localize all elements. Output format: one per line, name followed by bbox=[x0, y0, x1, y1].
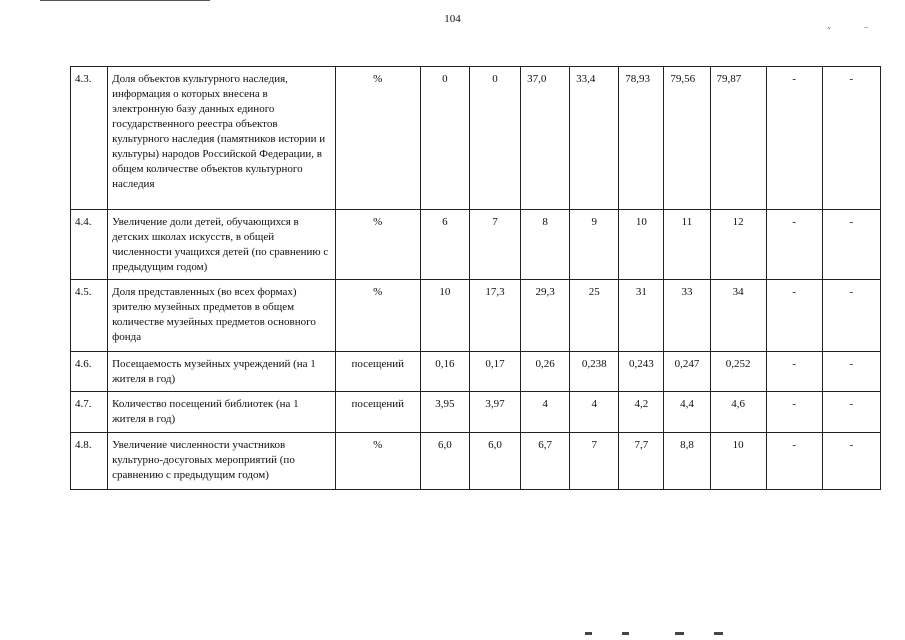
value-cell: 10 bbox=[619, 210, 664, 280]
row-number: 4.8. bbox=[71, 433, 108, 490]
value-cell: 0,26 bbox=[521, 352, 570, 392]
value-cell: 3,97 bbox=[469, 392, 520, 433]
value-cell: - bbox=[822, 67, 880, 210]
value-cell: 4,4 bbox=[664, 392, 710, 433]
scan-artifact bbox=[622, 632, 629, 635]
value-cell: 25 bbox=[570, 280, 619, 352]
unit-cell: % bbox=[335, 67, 420, 210]
value-cell: - bbox=[766, 352, 822, 392]
top-rule bbox=[40, 0, 210, 1]
scan-mark: ⁻ bbox=[864, 24, 869, 34]
row-number: 4.6. bbox=[71, 352, 108, 392]
value-cell: 0,252 bbox=[710, 352, 766, 392]
indicator-name: Увеличение доли детей, обучающихся в детских школах искусств, в общей численности учащихся детей (по сравнению с предыдущим годом) bbox=[108, 210, 336, 280]
indicator-name: Доля представленных (во всех формах) зрителю музейных предметов в общем количестве музейных предметов основного фонда bbox=[108, 280, 336, 352]
value-cell: 17,3 bbox=[469, 280, 520, 352]
row-number: 4.3. bbox=[71, 67, 108, 210]
table-row bbox=[71, 280, 881, 352]
value-cell: 6,0 bbox=[469, 433, 520, 490]
value-cell: - bbox=[822, 352, 880, 392]
value-cell: 9 bbox=[570, 210, 619, 280]
value-cell: 10 bbox=[420, 280, 469, 352]
value-cell: 37,0 bbox=[521, 67, 570, 210]
value-cell: 7,7 bbox=[619, 433, 664, 490]
indicator-name: Посещаемость музейных учреждений (на 1 жителя в год) bbox=[108, 352, 336, 392]
row-number: 4.7. bbox=[71, 392, 108, 433]
scan-artifact bbox=[585, 632, 592, 635]
value-cell: 8 bbox=[521, 210, 570, 280]
value-cell: - bbox=[822, 280, 880, 352]
value-cell: 0,16 bbox=[420, 352, 469, 392]
row-number: 4.5. bbox=[71, 280, 108, 352]
scan-mark: ᵛ bbox=[828, 24, 831, 34]
value-cell: - bbox=[766, 67, 822, 210]
table-row bbox=[71, 433, 881, 490]
unit-cell: % bbox=[335, 433, 420, 490]
indicators-table bbox=[70, 66, 881, 490]
value-cell: - bbox=[766, 210, 822, 280]
unit-cell: посещений bbox=[335, 352, 420, 392]
value-cell: 0 bbox=[469, 67, 520, 210]
value-cell: 79,56 bbox=[664, 67, 710, 210]
value-cell: 4,2 bbox=[619, 392, 664, 433]
value-cell: 3,95 bbox=[420, 392, 469, 433]
value-cell: 7 bbox=[469, 210, 520, 280]
value-cell: 6,0 bbox=[420, 433, 469, 490]
table-row bbox=[71, 67, 881, 210]
value-cell: 10 bbox=[710, 433, 766, 490]
table-row bbox=[71, 352, 881, 392]
value-cell: 34 bbox=[710, 280, 766, 352]
value-cell: - bbox=[766, 280, 822, 352]
table-row bbox=[71, 392, 881, 433]
value-cell: 8,8 bbox=[664, 433, 710, 490]
value-cell: - bbox=[822, 392, 880, 433]
indicator-name: Увеличение численности участников культурно-досуговых мероприятий (по сравнению с предыдущим годом) bbox=[108, 433, 336, 490]
value-cell: 11 bbox=[664, 210, 710, 280]
indicator-name: Доля объектов культурного наследия, информация о которых внесена в электронную базу данных единого государственного реестра объектов культурного наследия (памятников истории и культуры) народов Российской Федерации, в общем количестве объектов культурного наследия bbox=[108, 67, 336, 210]
unit-cell: % bbox=[335, 280, 420, 352]
value-cell: 31 bbox=[619, 280, 664, 352]
value-cell: 0,238 bbox=[570, 352, 619, 392]
value-cell: 0,243 bbox=[619, 352, 664, 392]
unit-cell: посещений bbox=[335, 392, 420, 433]
value-cell: 79,87 bbox=[710, 67, 766, 210]
value-cell: 4 bbox=[570, 392, 619, 433]
value-cell: - bbox=[766, 392, 822, 433]
value-cell: - bbox=[766, 433, 822, 490]
row-number: 4.4. bbox=[71, 210, 108, 280]
value-cell: 4 bbox=[521, 392, 570, 433]
table-row bbox=[71, 210, 881, 280]
value-cell: 7 bbox=[570, 433, 619, 490]
indicator-name: Количество посещений библиотек (на 1 жителя в год) bbox=[108, 392, 336, 433]
value-cell: 6,7 bbox=[521, 433, 570, 490]
value-cell: 33,4 bbox=[570, 67, 619, 210]
value-cell: 12 bbox=[710, 210, 766, 280]
value-cell: 0,247 bbox=[664, 352, 710, 392]
value-cell: - bbox=[822, 433, 880, 490]
value-cell: - bbox=[822, 210, 880, 280]
value-cell: 6 bbox=[420, 210, 469, 280]
value-cell: 78,93 bbox=[619, 67, 664, 210]
value-cell: 0,17 bbox=[469, 352, 520, 392]
value-cell: 4,6 bbox=[710, 392, 766, 433]
unit-cell: % bbox=[335, 210, 420, 280]
value-cell: 0 bbox=[420, 67, 469, 210]
value-cell: 33 bbox=[664, 280, 710, 352]
scan-artifact bbox=[714, 632, 723, 635]
scan-artifact bbox=[675, 632, 684, 635]
value-cell: 29,3 bbox=[521, 280, 570, 352]
page-number: 104 bbox=[444, 13, 461, 25]
